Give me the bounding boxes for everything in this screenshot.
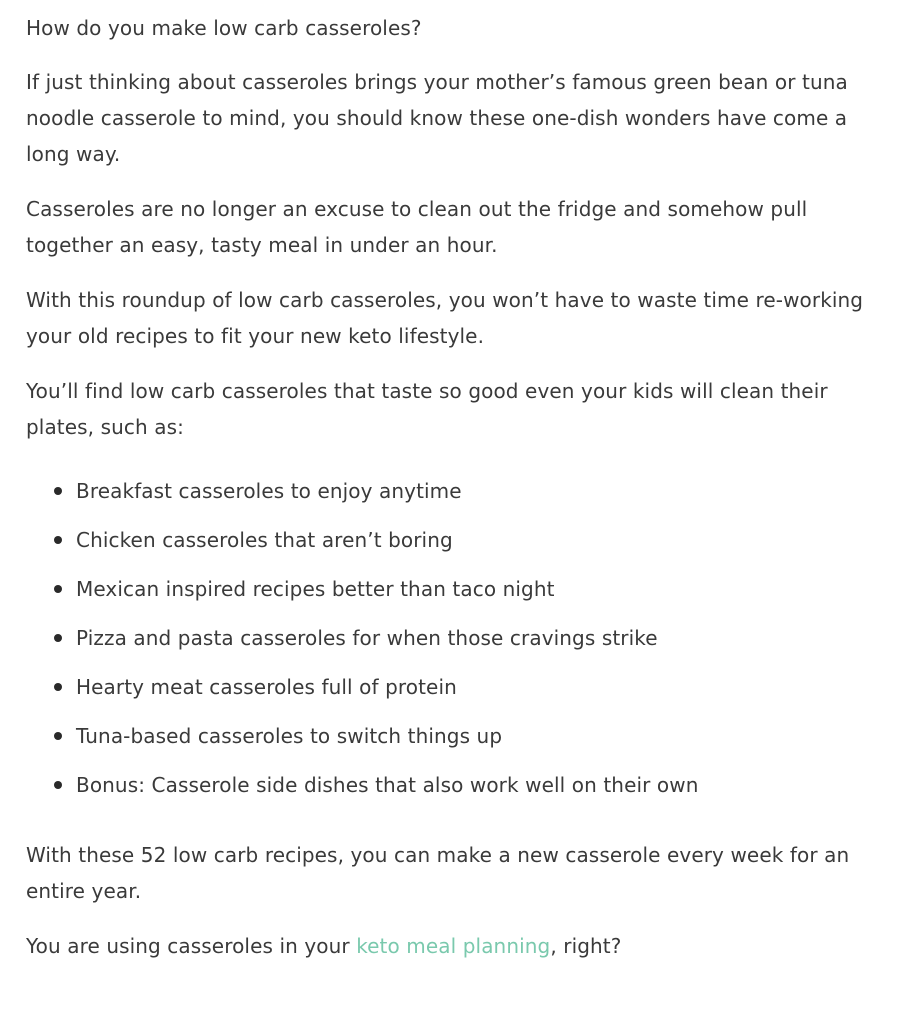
list-item: Pizza and pasta casseroles for when those cravings strike bbox=[76, 620, 879, 656]
keto-meal-planning-link[interactable]: keto meal planning bbox=[356, 934, 551, 958]
paragraph-meal-planning bbox=[26, 928, 879, 964]
list-item: Breakfast casseroles to enjoy anytime bbox=[76, 473, 879, 509]
list-item: Chicken casseroles that aren’t boring bbox=[76, 522, 879, 558]
meal-planning-prefix: You are using casseroles in your bbox=[26, 934, 357, 958]
intro-question: How do you make low carb casseroles? bbox=[26, 16, 422, 40]
paragraph-casserole-memories: If just thinking about casseroles brings your mother’s famous green bean or tuna noodle casserole to mind, you should know these one-dish wonders have come a long way. bbox=[26, 70, 848, 166]
paragraph-52-recipes: With these 52 low carb recipes, you can make a new casserole every week for an entire year. bbox=[26, 843, 850, 903]
casserole-types-list bbox=[26, 473, 879, 803]
list-item: Bonus: Casserole side dishes that also work well on their own bbox=[76, 767, 879, 803]
paragraph-no-longer-excuse: Casseroles are no longer an excuse to clean out the fridge and somehow pull together an easy, tasty meal in under an hour. bbox=[26, 197, 808, 257]
meal-planning-suffix: , right? bbox=[550, 934, 622, 958]
paragraph-roundup: With this roundup of low carb casseroles, you won’t have to waste time re-working your old recipes to fit your new keto lifestyle. bbox=[26, 288, 864, 348]
list-item: Mexican inspired recipes better than taco night bbox=[76, 571, 879, 607]
paragraph-kids-clean-plates: You’ll find low carb casseroles that taste so good even your kids will clean their plates, such as: bbox=[26, 379, 828, 439]
list-item: Tuna-based casseroles to switch things up bbox=[76, 718, 879, 754]
list-item: Hearty meat casseroles full of protein bbox=[76, 669, 879, 705]
